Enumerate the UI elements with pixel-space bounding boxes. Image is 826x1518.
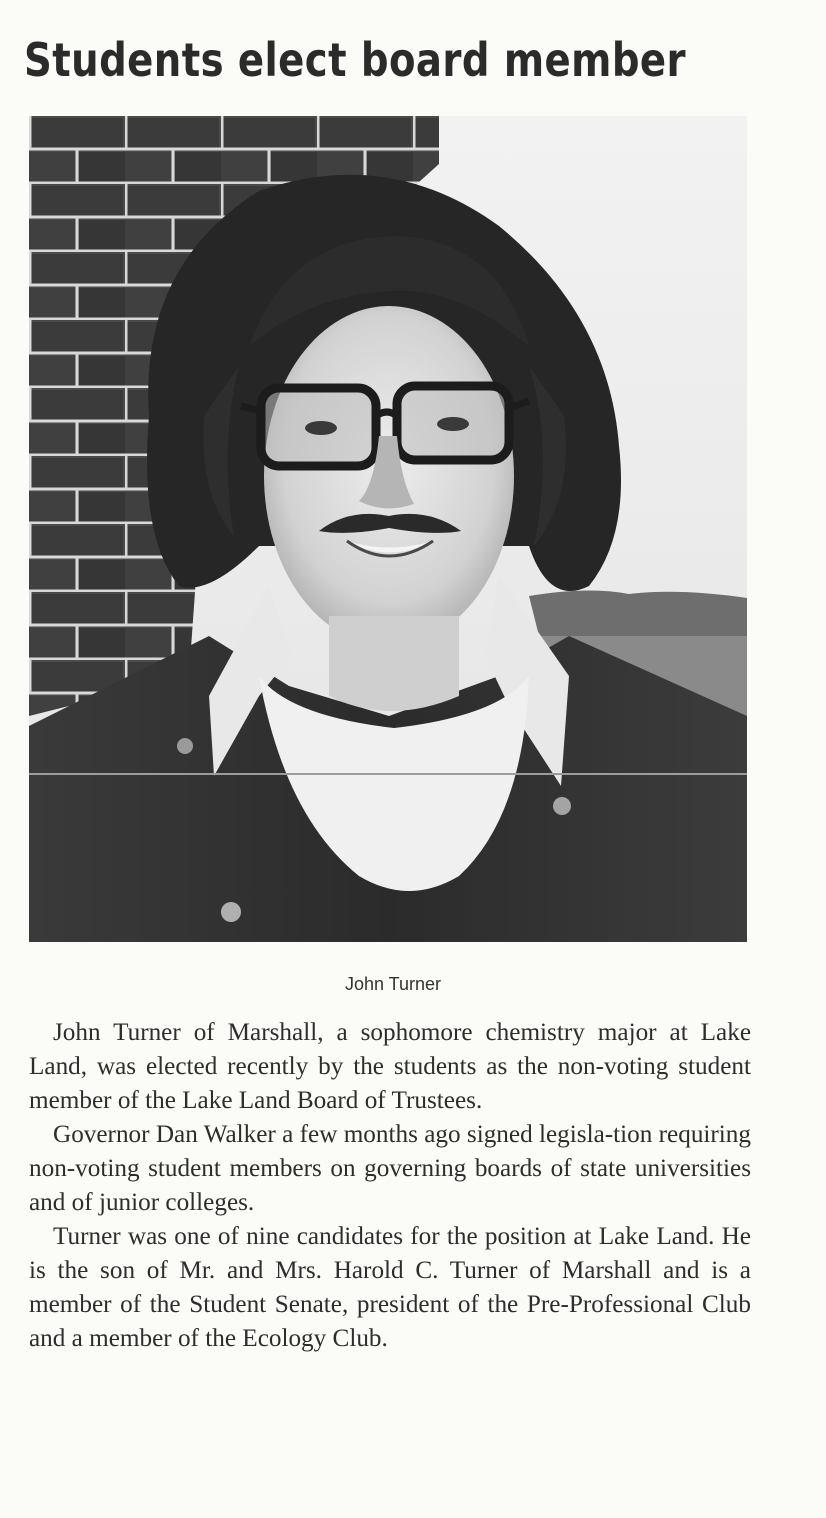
article-body [29,1016,751,1356]
article-paragraph-3: Turner was one of nine candidates for the position at Lake Land. He is the son of Mr. and Mrs. Harold C. Turner of Marshall and is a member of the Student Senate, president of the Pre-Professional Club and a member of the Ecology Club. [29,1223,751,1352]
portrait-photo [29,116,747,942]
portrait-photo-graphic [29,116,747,942]
article-paragraph-1: John Turner of Marshall, a sophomore chemistry major at Lake Land, was elected recently by the students as the non-voting student member of the Lake Land Board of Trustees. [29,1019,751,1114]
article-paragraph-2: Governor Dan Walker a few months ago signed legisla-tion requiring non-voting student members on governing boards of state universities and of junior colleges. [29,1121,751,1216]
headline: Students elect board member [24,33,687,87]
photo-caption: John Turner [344,974,442,994]
